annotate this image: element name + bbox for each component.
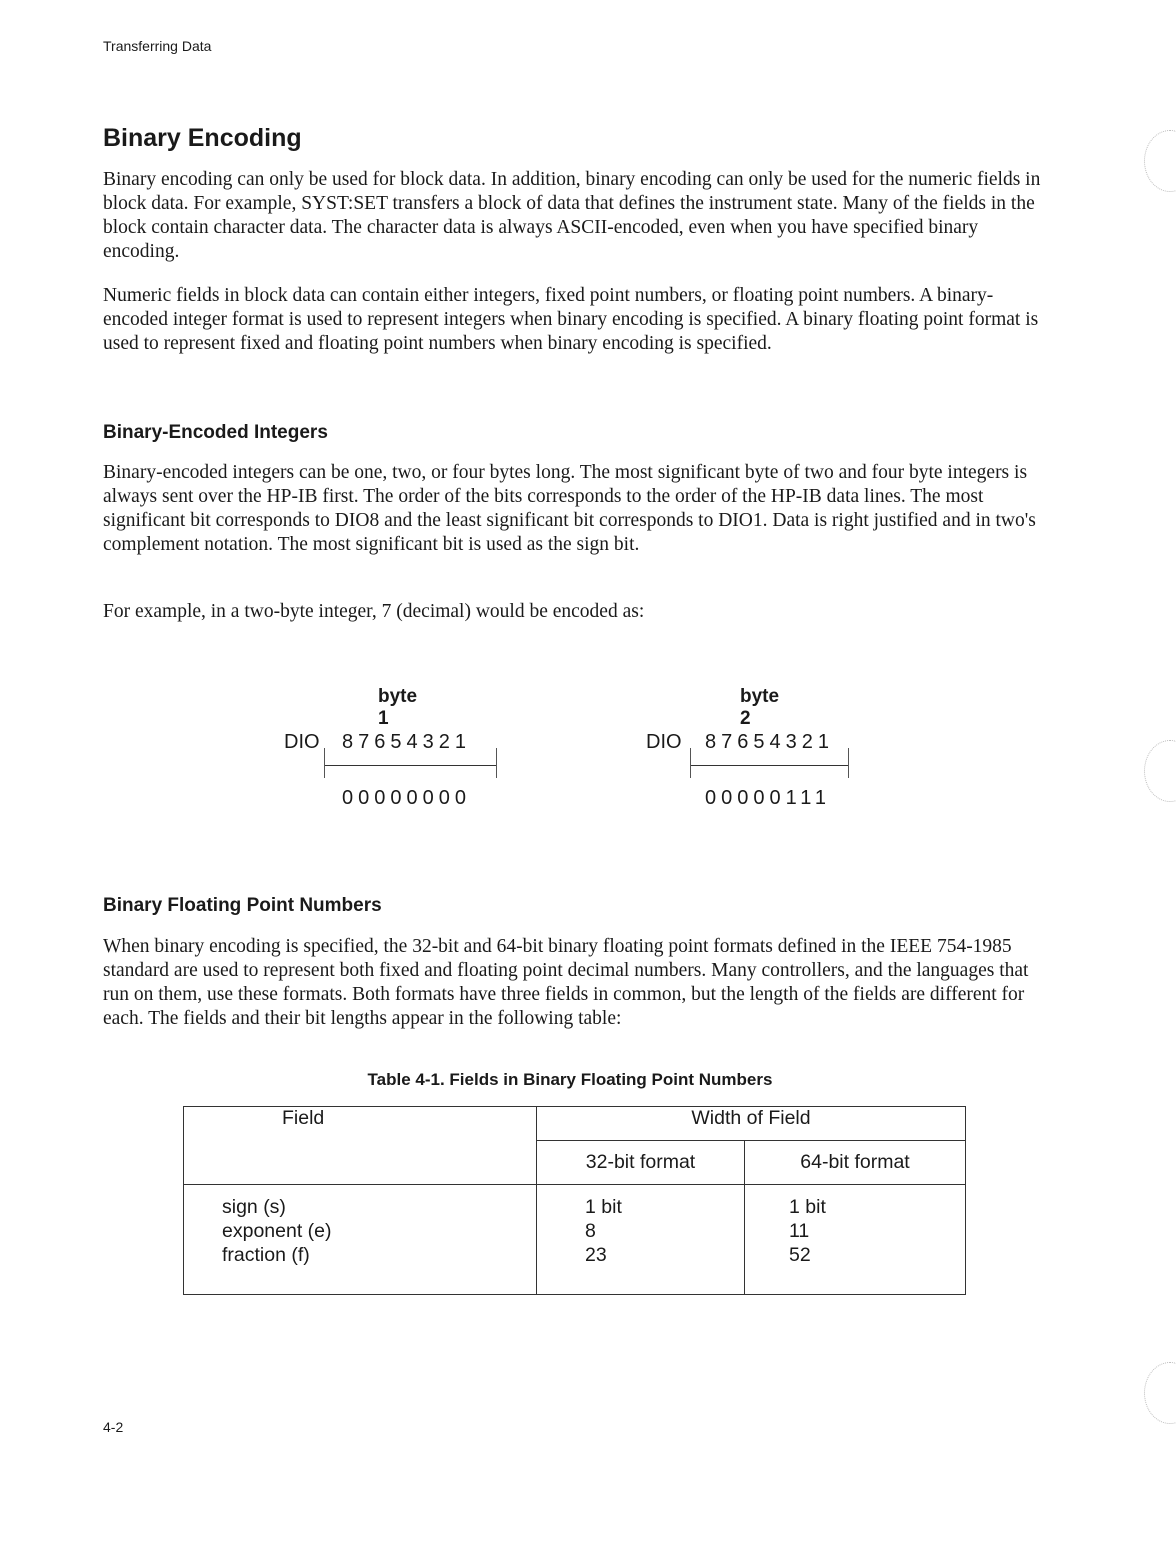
bit-span-line	[691, 765, 848, 766]
punch-hole	[1144, 130, 1176, 192]
paragraph: Binary encoding can only be used for block data. In addition, binary encoding can only be used for the numeric fields in block data. For example, SYST:SET transfers a block of data that defines the instrument state. Many of the fields in the block contain character data. The character data is always ASCII-encoded, even when you have specified binary encoding.	[103, 169, 1041, 262]
bit-span-line	[325, 765, 496, 766]
values-64bit: 1 bit 11 52	[745, 1185, 966, 1295]
paragraph: Numeric fields in block data can contain either integers, fixed point numbers, or floating point numbers. A binary-encoded integer format is used to represent integers when binary encoding is specified. A binary floating point format is used to represent fixed and floating point numbers when binary encoding is specified.	[103, 285, 1039, 354]
subsection-title: Binary Floating Point Numbers	[103, 895, 382, 916]
punch-hole	[1144, 740, 1176, 802]
dio-lines: 87654321	[705, 731, 834, 753]
fields-table	[183, 1106, 966, 1295]
section-title: Binary Encoding	[103, 124, 302, 152]
page-number: 4-2	[103, 1419, 124, 1435]
subsection-title: Binary-Encoded Integers	[103, 422, 328, 443]
bit-values: 00000000	[342, 787, 471, 809]
header-32bit: 32-bit format	[537, 1141, 745, 1185]
field-names: sign (s) exponent (e) fraction (f)	[184, 1185, 537, 1295]
byte-2-label: byte 2	[740, 686, 780, 729]
paragraph: Binary-encoded integers can be one, two, or four bytes long. The most significant byte of two and four byte integers is always sent over the HP-IB first. The order of the bits corresponds to the order of the HP-IB data lines. The most significant bit corresponds to DIO8 and the least significant bit corresponds to DIO1. Data is right justified and in two's complement notation. The most significant bit is used as the sign bit.	[103, 462, 1036, 555]
header-field: Field	[282, 1107, 325, 1129]
paragraph: For example, in a two-byte integer, 7 (decimal) would be encoded as:	[103, 601, 645, 622]
dio-lines: 87654321	[342, 731, 471, 753]
bit-values: 00000111	[705, 787, 832, 809]
byte-1-label: byte 1	[378, 686, 418, 729]
header-width: Width of Field	[537, 1107, 966, 1141]
running-header: Transferring Data	[103, 38, 212, 54]
paragraph: When binary encoding is specified, the 32-bit and 64-bit binary floating point formats defined in the IEEE 754-1985 standard are used to represent both fixed and floating point decimal numbers. Many controllers, and the languages that run on them, use these formats. Both formats have three fields in common, but the length of the fields are different for each. The fields and their bit lengths appear in the following table:	[103, 936, 1029, 1029]
dio-label: DIO	[284, 731, 320, 753]
punch-hole	[1144, 1362, 1176, 1424]
header-64bit: 64-bit format	[745, 1141, 966, 1185]
dio-label: DIO	[646, 731, 682, 753]
table-caption: Table 4-1. Fields in Binary Floating Point Numbers	[367, 1070, 773, 1089]
values-32bit: 1 bit 8 23	[537, 1185, 745, 1295]
